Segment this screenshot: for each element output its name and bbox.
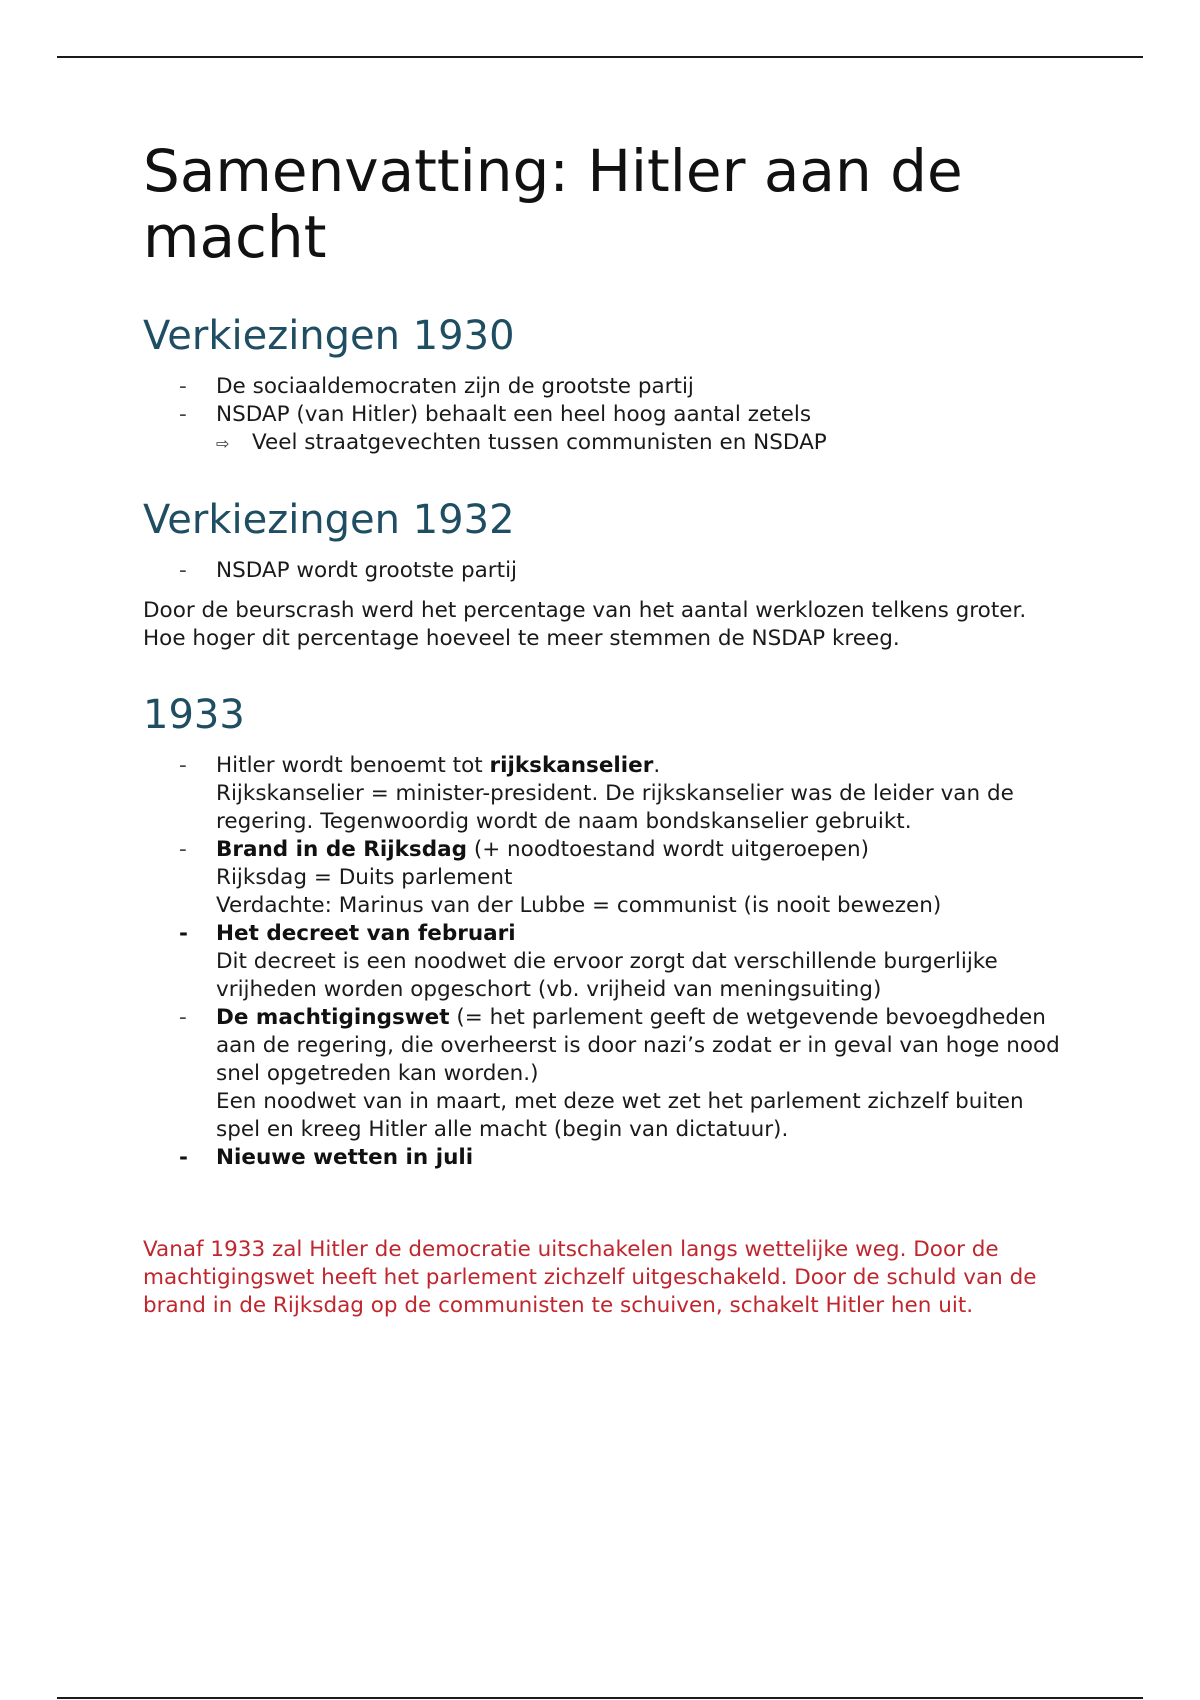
bottom-rule xyxy=(57,1697,1143,1699)
list-1933 xyxy=(143,752,1073,1172)
heading-verkiezingen-1930: Verkiezingen 1930 xyxy=(143,313,515,359)
list-item: - NSDAP (van Hitler) behaalt een heel hoog aantal zetels xyxy=(179,402,812,427)
page-title: Samenvatting: Hitler aan de macht xyxy=(143,137,963,271)
paragraph-beurscrash: Door de beurscrash werd het percentage van het aantal werklozen telkens groter. Hoe hoger dit percentage hoeveel te meer stemmen de NSDAP kreeg. xyxy=(143,598,1027,651)
arrow-right-icon: ⇨ xyxy=(216,434,230,453)
bullet-dash: - xyxy=(179,921,188,946)
list-item: - Hitler wordt benoemt tot rijkskanselier. Rijkskanselier = minister-president. De rijkskanselier was de leider van de regering. Tegenwoordig wordt de naam bondskanselier gebruikt. xyxy=(179,753,1014,834)
bullet-dash: - xyxy=(179,753,187,778)
conclusion-paragraph: Vanaf 1933 zal Hitler de democratie uitschakelen langs wettelijke weg. Door de machtigingswet heeft het parlement zichzelf uitgeschakeld. Door de schuld van de brand in de Rijksdag op de communisten te schuiven, schakelt Hitler hen uit. xyxy=(143,1237,1037,1318)
list-item: - De sociaaldemocraten zijn de grootste partij xyxy=(179,374,694,399)
list-item: - Het decreet van februari Dit decreet is een noodwet die ervoor zorgt dat verschillende burgerlijke vrijheden worden opgeschort (vb. vrijheid van meningsuiting) xyxy=(179,921,998,1002)
list-item: - Nieuwe wetten in juli xyxy=(179,1145,474,1170)
list-1930 xyxy=(143,373,1073,429)
arrow-list-item: ⇨ Veel straatgevechten tussen communisten en NSDAP xyxy=(143,429,1073,458)
list-item: - De machtigingswet (= het parlement geeft de wetgevende bevoegdheden aan de regering, die overheerst is door nazi’s zodat er in geval van hoge nood snel opgetreden kan worden.) Een noodwet van in maart, met deze wet zet het parlement zichzelf buiten spel en kreeg Hitler alle macht (begin van dictatuur). xyxy=(179,1005,1060,1142)
bullet-dash: - xyxy=(179,1005,187,1030)
list-item: - Brand in de Rijksdag (+ noodtoestand wordt uitgeroepen) Rijksdag = Duits parlement Verdachte: Marinus van der Lubbe = communist (is nooit bewezen) xyxy=(179,837,942,918)
top-rule xyxy=(57,56,1143,58)
bullet-dash: - xyxy=(179,558,187,583)
bullet-dash: - xyxy=(179,402,187,427)
list-1932 xyxy=(143,557,1073,585)
bullet-dash: - xyxy=(179,374,187,399)
heading-1933: 1933 xyxy=(143,692,245,738)
bullet-dash: - xyxy=(179,837,187,862)
bullet-dash: - xyxy=(179,1145,188,1170)
heading-verkiezingen-1932: Verkiezingen 1932 xyxy=(143,497,515,543)
document-page xyxy=(143,138,1073,1320)
list-item: - NSDAP wordt grootste partij xyxy=(179,558,518,583)
